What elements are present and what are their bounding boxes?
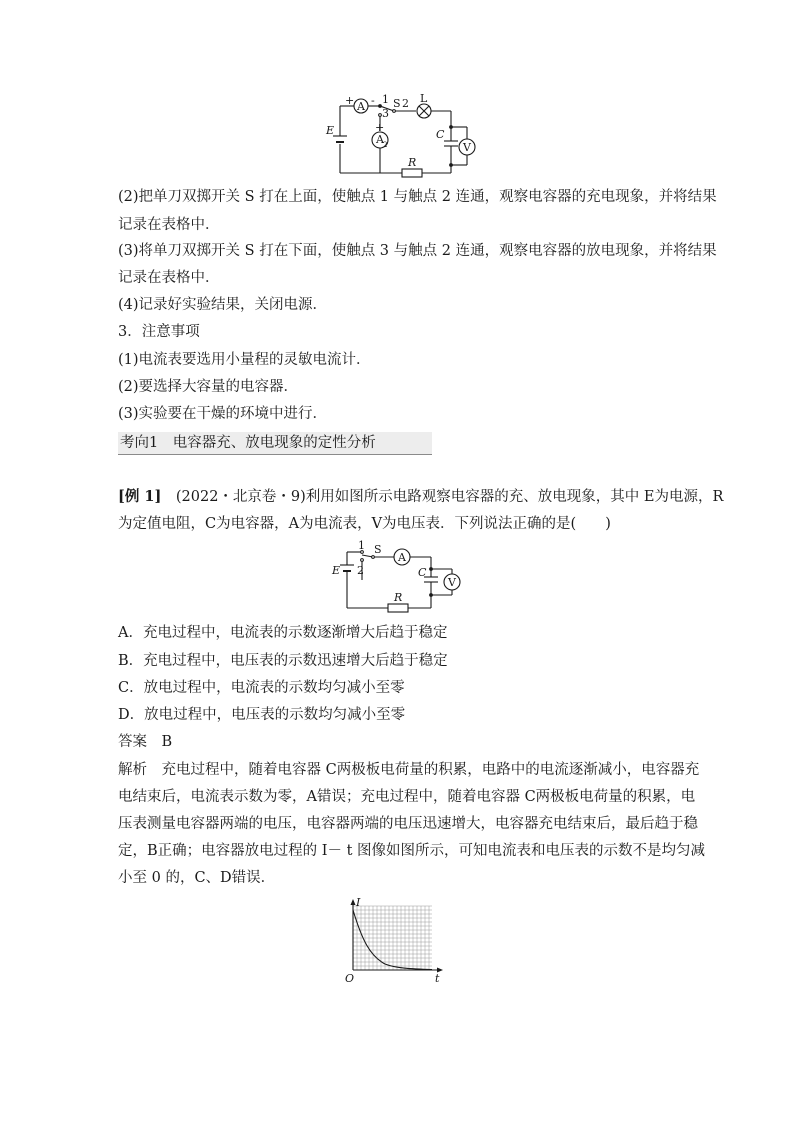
option-b: B．充电过程中，电压表的示数迅速增大后趋于稳定: [118, 653, 448, 669]
a2-label: A: [376, 133, 384, 146]
c2-contact-2-label: 2: [357, 564, 364, 577]
option-d: D．放电过程中，电压表的示数均匀减小至零: [118, 707, 406, 723]
c2-capacitor-c-label: C: [418, 566, 427, 579]
graph-origin-label: O: [345, 972, 355, 985]
a2-plus-label: +: [375, 121, 385, 134]
section-title: 考向1 电容器充、放电现象的定性分析: [120, 435, 376, 451]
analysis-line-1: 解析 充电过程中，随着电容器 C两极板电荷量的积累，电路中的电流逐渐减小，电容器充: [118, 762, 700, 778]
note-3: (3)实验要在干燥的环境中进行．: [118, 406, 328, 422]
analysis-line-3: 压表测量电容器两端的电压，电容器两端的电压迅速增大，电容器充电结束后，最后趋于稳: [118, 816, 698, 832]
i-t-graph: [340, 896, 450, 986]
c2-voltmeter-v-label: V: [448, 576, 456, 589]
section-heading-bar: [118, 432, 432, 455]
step-3-line-1: (3)将单刀双掷开关 S 打在下面，使触点 3 与触点 2 连通，观察电容器的放电现象，并将结果: [118, 243, 717, 259]
contact-1-label: 1: [382, 94, 389, 106]
c2-switch-s-label: S: [374, 543, 382, 556]
example-question-text-1: (2022・北京卷・9)利用如图所示电路观察电容器的充、放电现象，其中 E为电源，R: [161, 489, 724, 505]
emf-e-label: E: [326, 124, 335, 137]
switch-s-label: S: [393, 97, 401, 110]
circuit-1-svg: [320, 94, 490, 178]
analysis-line-4: 定，B正确；电容器放电过程的 I－ t 图像如图所示，可知电流表和电压表的示数不是均匀减: [118, 843, 706, 859]
step-2-line-2: 记录在表格中．: [118, 217, 220, 233]
c2-emf-e-label: E: [332, 564, 341, 577]
a1-plus-label: +: [345, 94, 355, 107]
example-label: [例 1]: [118, 488, 162, 505]
answer-line: 答案 B: [118, 734, 173, 750]
i-t-graph-svg: [340, 896, 450, 986]
analysis-line-5: 小至 0 的，C、D错误．: [118, 870, 276, 886]
example-question-line-2: 为定值电阻，C为电容器，A为电流表，V为电压表．下列说法正确的是( ): [118, 516, 611, 532]
graph-x-axis-label: t: [435, 972, 440, 985]
c2-contact-1-label: 1: [358, 540, 365, 552]
step-2-line-1: (2)把单刀双掷开关 S 打在上面，使触点 1 与触点 2 连通，观察电容器的充电现象，并将结果: [118, 189, 717, 205]
a1-label: A: [357, 100, 365, 113]
circuit-diagram-1: [320, 94, 490, 178]
lamp-l-label: L: [420, 94, 428, 105]
graph-y-axis-label: I: [356, 896, 361, 909]
example-question-line-1: [118, 487, 724, 507]
option-c: C．放电过程中，电流表的示数均匀减小至零: [118, 680, 405, 696]
circuit-diagram-2: [330, 540, 470, 614]
c2-ammeter-a-label: A: [398, 551, 406, 564]
contact-3-label: 3: [382, 107, 389, 120]
voltmeter-v-label: V: [463, 141, 471, 154]
step-4-line: (4)记录好实验结果，关闭电源．: [118, 297, 328, 313]
capacitor-c-label: C: [436, 128, 445, 141]
notes-heading: 3．注意事项: [118, 324, 200, 340]
step-3-line-2: 记录在表格中．: [118, 270, 220, 286]
analysis-line-2: 电结束后，电流表示数为零，A错误；充电过程中，随着电容器 C两极板电荷量的积累，电: [118, 789, 696, 805]
note-1: (1)电流表要选用小量程的灵敏电流计．: [118, 352, 371, 368]
note-2: (2)要选择大容量的电容器．: [118, 379, 299, 395]
circuit-2-svg: [330, 540, 470, 614]
a2-subscript: 2: [383, 141, 388, 149]
a1-minus-label: -: [371, 94, 375, 107]
c2-resistor-r-label: R: [394, 591, 403, 604]
resistor-r-label: R: [408, 156, 417, 169]
option-a: A．充电过程中，电流表的示数逐渐增大后趋于稳定: [118, 625, 448, 641]
contact-2-label: 2: [402, 97, 409, 110]
